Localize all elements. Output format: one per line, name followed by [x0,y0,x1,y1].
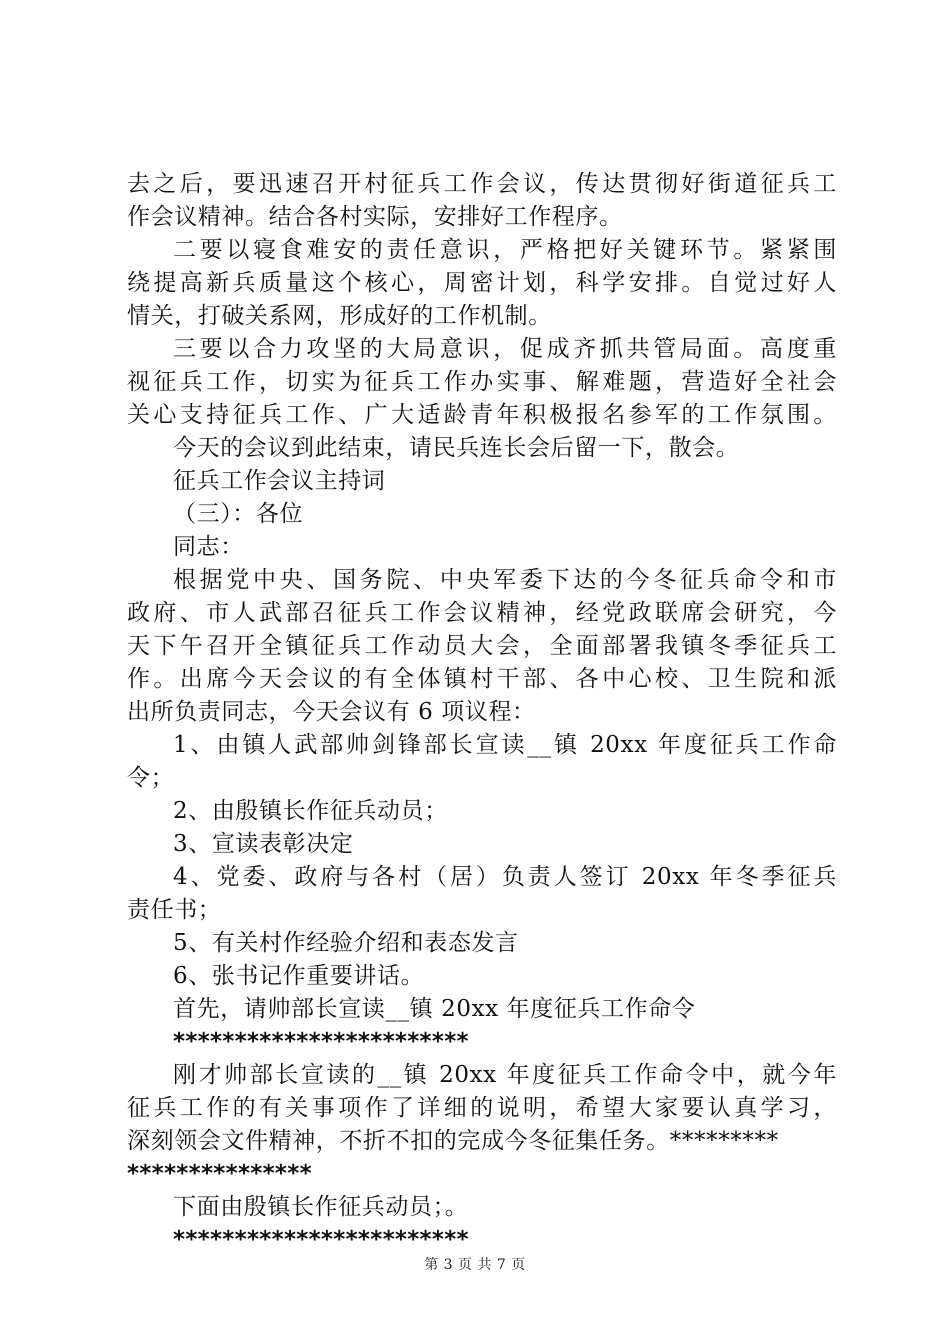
document-body [127,168,837,1257]
text-line: 首先，请帅部长宣读__镇 20xx 年度征兵工作命令 [173,996,696,1022]
asterisk-separator: *************** [127,1161,312,1187]
agenda-item-continued: 责任书； [127,897,222,923]
agenda-item: 3、宣读表彰决定 [173,831,354,857]
section-heading: 征兵工作会议主持词 [173,468,386,494]
agenda-item: 6、张书记作重要讲话。 [173,963,425,989]
text-line: 刚才帅部长宣读的__镇 20xx 年度征兵工作命令中，就今年 [173,1062,837,1088]
text-line: 深刻领会文件精神，不折不扣的完成今冬征集任务。********* [127,1128,779,1154]
text-line: 情关，打破关系网，形成好的工作机制。 [127,303,552,329]
agenda-item: 5、有关村作经验介绍和表态发言 [173,930,519,956]
text-line: 作会议精神。结合各村实际，安排好工作程序。 [127,204,623,230]
text-line: 视征兵工作，切实为征兵工作办实事、解难题，营造好全社会 [127,369,837,395]
agenda-item-continued: 令； [127,765,175,791]
asterisk-separator: ************************ [173,1227,469,1253]
agenda-item: 4、党委、政府与各村（居）负责人签订 20xx 年冬季征兵 [173,864,837,890]
text-line: 绕提高新兵质量这个核心，周密计划，科学安排。自觉过好人 [127,270,837,296]
text-line: 今天的会议到此结束，请民兵连长会后留一下，散会。 [173,435,740,461]
text-line: 二要以寝食难安的责任意识，严格把好关键环节。紧紧围 [173,237,837,263]
text-line: 征兵工作的有关事项作了详细的说明，希望大家要认真学习， [127,1095,837,1121]
text-line: 作。出席今天会议的有全体镇村干部、各中心校、卫生院和派 [127,666,837,692]
agenda-item: 1、由镇人武部帅剑锋部长宣读__镇 20xx 年度征兵工作命 [173,732,837,758]
salutation: 同志： [173,534,244,560]
text-line: 去之后，要迅速召开村征兵工作会议，传达贯彻好街道征兵工 [127,171,837,197]
text-line: 根据党中央、国务院、中央军委下达的今冬征兵命令和市 [173,567,837,593]
agenda-item: 2、由殷镇长作征兵动员； [173,798,448,824]
text-line: 天下午召开全镇征兵工作动员大会，全面部署我镇冬季征兵工 [127,633,837,659]
text-line: 三要以合力攻坚的大局意识，促成齐抓共管局面。高度重 [173,336,837,362]
text-line: 关心支持征兵工作、广大适龄青年积极报名参军的工作氛围。 [127,402,837,428]
asterisk-separator: ************************ [173,1029,469,1055]
section-subheading: （三）：各位 [173,501,304,527]
page-number-footer: 第 3 页 共 7 页 [424,1257,526,1273]
text-line: 政府、市人武部召征兵工作会议精神，经党政联席会研究，今 [127,600,837,626]
text-line: 出所负责同志，今天会议有 6 项议程： [127,699,536,725]
text-line: 下面由殷镇长作征兵动员；。 [173,1194,469,1220]
